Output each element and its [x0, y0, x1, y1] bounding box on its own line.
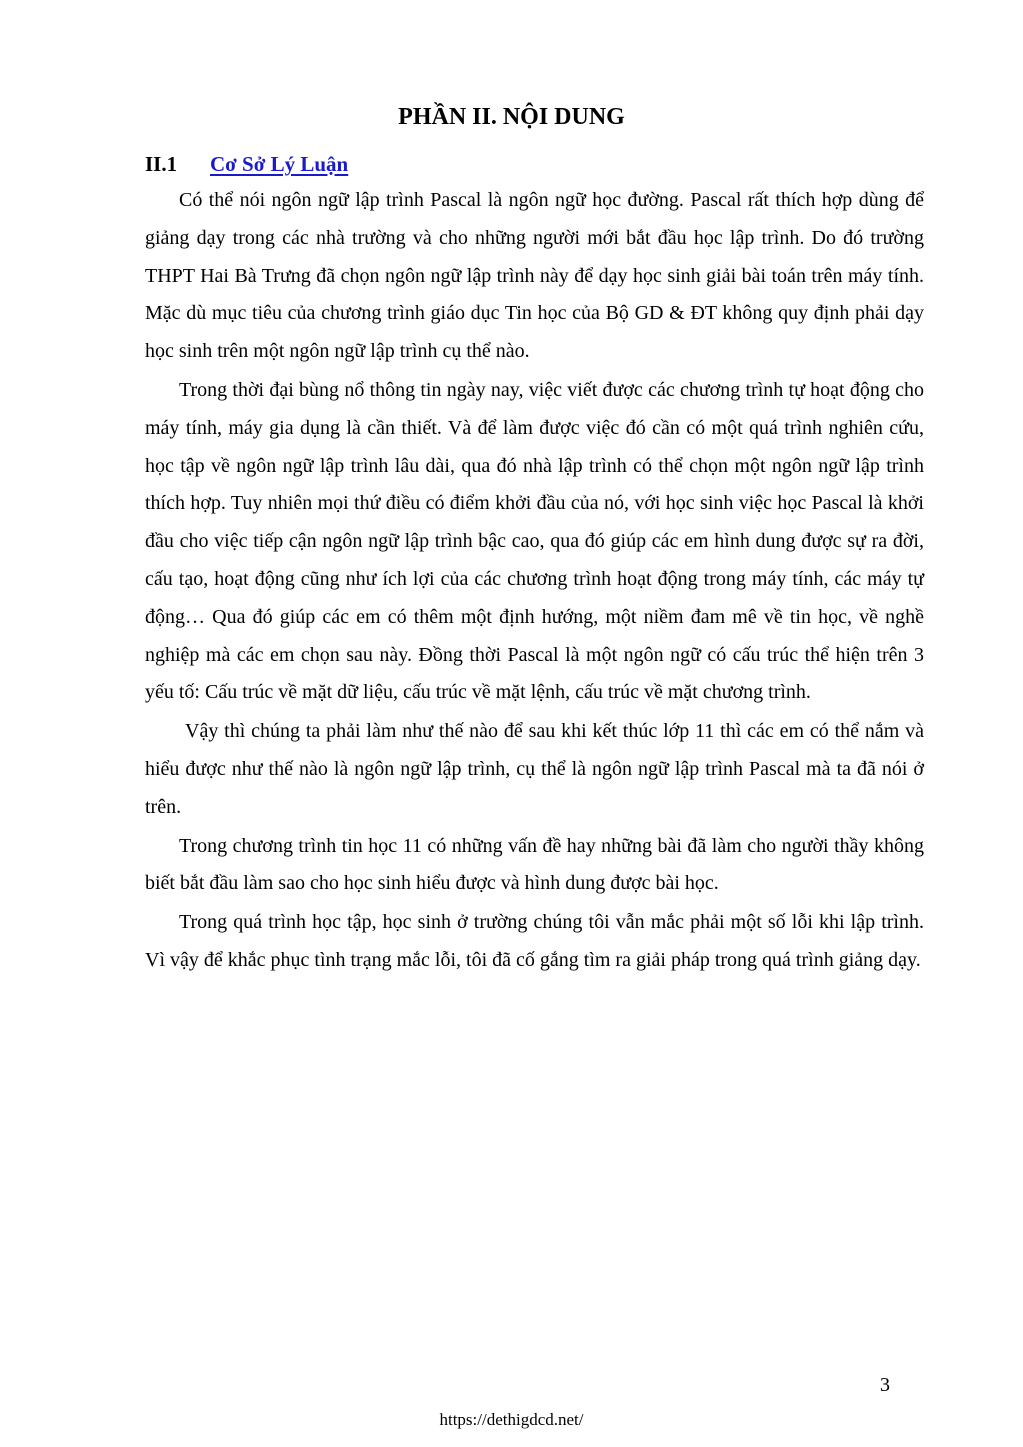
section-heading — [145, 148, 348, 180]
body-text — [145, 182, 924, 981]
part-title: PHẦN II. NỘI DUNG — [398, 104, 625, 130]
footer-url[interactable]: https://dethigdcd.net/ — [439, 1410, 584, 1429]
paragraph-3: Vậy thì chúng ta phải làm như thế nào để sau khi kết thúc lớp 11 thì các em có thể nắm và hiểu được như thế nào là ngôn ngữ lập trình, cụ thể là ngôn ngữ lập trình Pascal mà ta đã nói ở trên. — [145, 720, 924, 818]
paragraph-4: Trong chương trình tin học 11 có những vấn đề hay những bài đã làm cho người thầy không biết bắt đầu làm sao cho học sinh hiểu được và hình dung được bài học. — [145, 834, 924, 895]
paragraph-5: Trong quá trình học tập, học sinh ở trường chúng tôi vẫn mắc phải một số lỗi khi lập trình. Vì vậy để khắc phục tình trạng mắc lỗi, tôi đã cố gắng tìm ra giải pháp trong quá trình giảng dạy. — [145, 911, 924, 971]
page-number: 3 — [880, 1374, 890, 1396]
section-number: II.1 — [145, 152, 178, 176]
paragraph-2: Trong thời đại bùng nổ thông tin ngày nay, việc viết được các chương trình tự hoạt động cho máy tính, máy gia dụng là cần thiết. Và để làm được việc đó cần có một quá trình nghiên cứu, học tập về ngôn ngữ lập trình lâu dài, qua đó nhà lập trình có thể chọn một ngôn ngữ lập trình thích hợp. Tuy nhiên mọi thứ điều có điểm khởi đầu của nó, với học sinh việc học Pascal là khởi đầu cho việc tiếp cận ngôn ngữ lập trình bậc cao, qua đó giúp các em hình dung được sự ra đời, cấu tạo, hoạt động cũng như ích lợi của các chương trình hoạt động trong máy tính, các máy tự động… Qua đó giúp các em có thêm một định hướng, một niềm đam mê về tin học, về nghề nghiệp mà các em chọn sau này. Đồng thời Pascal là một ngôn ngữ có cấu trúc thể hiện trên 3 yếu tố: Cấu trúc về mặt dữ liệu, cấu trúc về mặt lệnh, cấu trúc về mặt chương trình. — [145, 378, 924, 704]
section-title-link[interactable]: Cơ Sở Lý Luận — [210, 152, 349, 176]
paragraph-1: Có thể nói ngôn ngữ lập trình Pascal là ngôn ngữ học đường. Pascal rất thích hợp dùng để giảng dạy trong các nhà trường và cho những người mới bắt đầu học lập trình. Do đó trường THPT Hai Bà Trưng đã chọn ngôn ngữ lập trình này để dạy học sinh giải bài toán trên máy tính. Mặc dù mục tiêu của chương trình giáo dục Tin học của Bộ GD & ĐT không quy định phải dạy học sinh trên một ngôn ngữ lập trình cụ thể nào. — [145, 189, 924, 363]
